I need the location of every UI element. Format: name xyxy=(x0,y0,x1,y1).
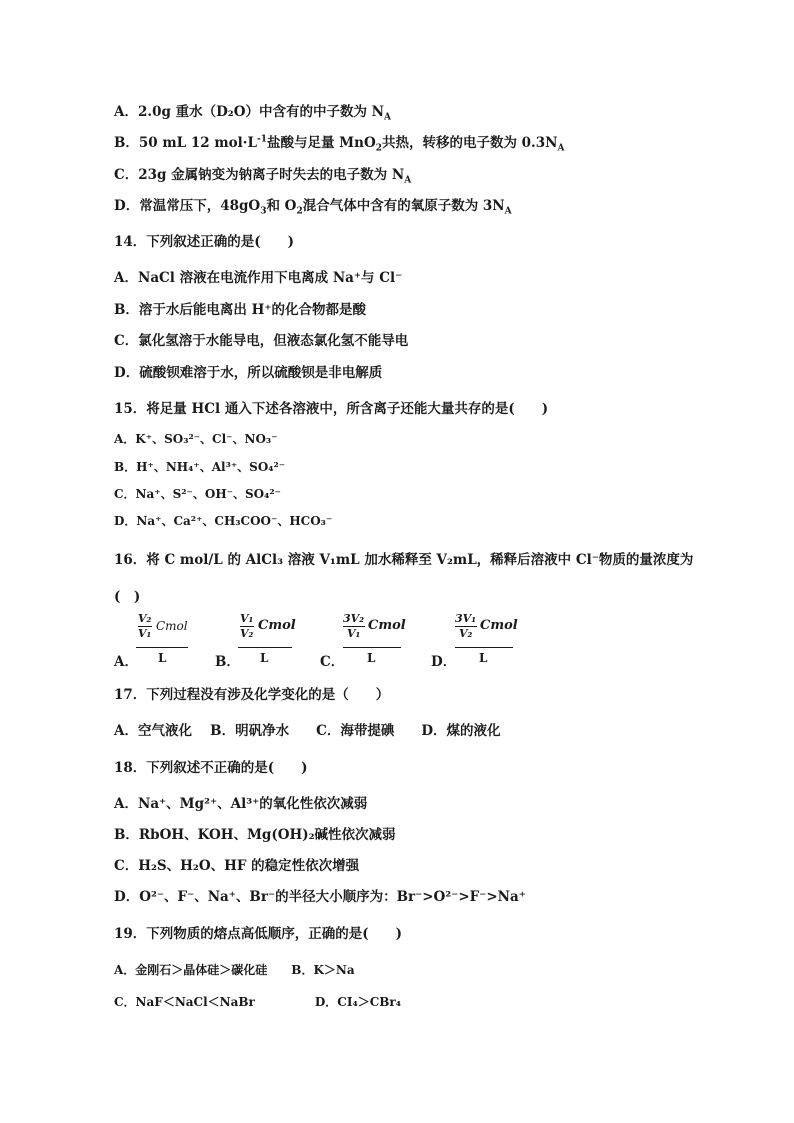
q13-option-c-sub: A xyxy=(404,175,412,186)
q16-c-inner-denominator: V₁ xyxy=(347,627,361,640)
q14-option-b: B．溶于水后能电离出 H⁺的化合物都是酸 xyxy=(114,302,366,318)
q16-d-outer-denominator: L xyxy=(479,651,488,665)
q13-option-b-pre: B．50 mL 12 mol·L xyxy=(114,135,257,151)
q13-option-b-sub1: 2 xyxy=(375,143,382,154)
q13-option-d-mid: 和 O xyxy=(266,198,297,214)
q16-option-b-fraction xyxy=(238,612,328,664)
q14-option-d: D．硫酸钡难溶于水，所以硫酸钡是非电解质 xyxy=(114,365,383,381)
q16-c-numerator: 3V₂ xyxy=(343,612,365,625)
q16-option-b-label: B． xyxy=(215,654,240,670)
q19-options-ab: A．金刚石＞晶体硅＞碳化硅 B．K＞Na xyxy=(114,963,355,977)
q13-option-a xyxy=(114,103,391,121)
q16-a-unit: Cmol xyxy=(156,619,188,633)
q13-option-d-sub3: A xyxy=(504,206,512,217)
q16-c-outer-denominator: L xyxy=(367,651,376,665)
q19-options-cd: C．NaF＜NaCl＜NaBr D．CI₄＞CBr₄ xyxy=(114,995,401,1009)
q16-option-a-label: A． xyxy=(114,654,138,670)
q13-option-d-sub1: 3 xyxy=(260,206,267,217)
q13-option-b-mid: 盐酸与足量 MnO xyxy=(266,135,376,151)
q18-option-a: A．Na⁺、Mg²⁺、Al³⁺的氧化性依次减弱 xyxy=(114,796,368,812)
q13-option-c-text: C．23g 金属钠变为钠离子时失去的电子数为 N xyxy=(114,167,405,183)
q14-option-c: C．氯化氢溶于水能导电，但液态氯化氢不能导电 xyxy=(114,333,409,349)
q16-a-numerator: V₂ xyxy=(138,612,152,625)
q16-stem: 16．将 C mol/L 的 AlCl₃ 溶液 V₁mL 加水稀释至 V₂mL，稀释后溶液中 Cl⁻物质的量浓度为 xyxy=(114,552,694,568)
q13-option-d-pre: D．常温常压下，48gO xyxy=(114,198,261,214)
q15-option-c: C．Na⁺、S²⁻、OH⁻、SO₄²⁻ xyxy=(114,487,281,501)
q16-option-d-fraction xyxy=(455,612,545,664)
q16-d-unit: Cmol xyxy=(480,618,518,633)
q16-option-c-fraction xyxy=(343,612,433,664)
q13-option-b-sup: -1 xyxy=(256,134,267,145)
q16-c-outer-bar xyxy=(343,647,401,648)
q16-options-row xyxy=(114,612,674,670)
q13-option-b-post: 共热，转移的电子数为 0.3N xyxy=(381,135,558,151)
q16-a-outer-bar xyxy=(136,647,188,648)
q16-paren: ( ) xyxy=(114,589,141,605)
q16-b-unit: Cmol xyxy=(258,618,296,633)
q16-b-numerator: V₁ xyxy=(240,612,254,625)
q13-option-a-text: A．2.0g 重水（D₂O）中含有的中子数为 N xyxy=(114,104,385,120)
q13-option-b-sub2: A xyxy=(557,143,565,154)
q13-option-b xyxy=(114,134,564,152)
q16-d-inner-denominator: V₂ xyxy=(459,627,473,640)
q15-option-a: A．K⁺、SO₃²⁻、Cl⁻、NO₃⁻ xyxy=(114,432,278,446)
q16-a-inner-denominator: V₁ xyxy=(138,627,152,640)
q15-stem: 15．将足量 HCl 通入下述各溶液中，所含离子还能大量共存的是( ) xyxy=(114,401,549,417)
q18-option-d: D．O²⁻、F⁻、Na⁺、Br⁻的半径大小顺序为：Br⁻>O²⁻>F⁻>Na⁺ xyxy=(114,889,526,905)
q16-b-inner-denominator: V₂ xyxy=(240,627,254,640)
q13-option-d xyxy=(114,197,512,215)
q14-stem: 14．下列叙述正确的是( ) xyxy=(114,234,295,250)
q15-option-b: B．H⁺、NH₄⁺、Al³⁺、SO₄²⁻ xyxy=(114,460,286,474)
q16-c-unit: Cmol xyxy=(368,618,406,633)
q16-a-outer-denominator: L xyxy=(158,651,167,665)
q17-stem: 17．下列过程没有涉及化学变化的是（ ） xyxy=(114,687,390,703)
q16-d-numerator: 3V₁ xyxy=(455,612,477,625)
q13-option-a-sub: A xyxy=(384,112,392,123)
q18-option-c: C．H₂S、H₂O、HF 的稳定性依次增强 xyxy=(114,858,360,874)
q16-d-outer-bar xyxy=(455,647,513,648)
q18-option-b: B．RbOH、KOH、Mg(OH)₂碱性依次减弱 xyxy=(114,827,396,843)
q13-option-d-sub2: 2 xyxy=(296,206,303,217)
q19-stem: 19．下列物质的熔点高低顺序，正确的是( ) xyxy=(114,926,403,942)
q16-option-a-fraction xyxy=(136,612,226,664)
q13-option-d-post: 混合气体中含有的氧原子数为 3N xyxy=(302,198,505,214)
q13-option-c xyxy=(114,166,411,184)
q14-option-a: A．NaCl 溶液在电流作用下电离成 Na⁺与 Cl⁻ xyxy=(114,270,403,286)
q16-b-outer-denominator: L xyxy=(260,651,269,665)
q15-option-d: D．Na⁺、Ca²⁺、CH₃COO⁻、HCO₃⁻ xyxy=(114,514,333,528)
q16-b-outer-bar xyxy=(238,647,292,648)
q16-option-d-label: D． xyxy=(431,654,457,670)
q18-stem: 18．下列叙述不正确的是( ) xyxy=(114,760,308,776)
q16-option-c-label: C． xyxy=(320,654,345,670)
q17-options: A．空气液化 B．明矾净水 C．海带提碘 D．煤的液化 xyxy=(114,723,501,739)
